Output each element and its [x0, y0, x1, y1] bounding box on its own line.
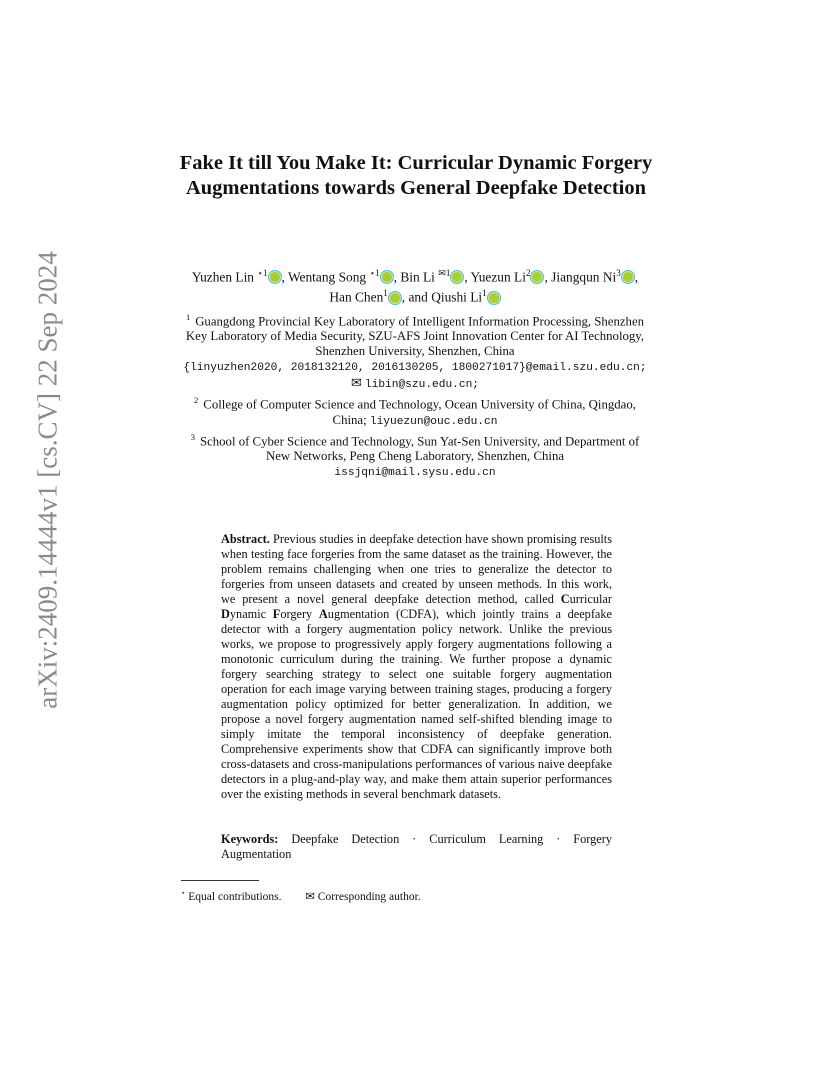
- affiliation-number: 1: [185, 312, 191, 322]
- affiliation-text: School of Cyber Science and Technology, Sun Yat-Sen University, and Department of New Networks, Peng Cheng Laboratory, Shenzhen, China: [199, 433, 640, 463]
- footnote-equal: Equal contributions.: [188, 890, 282, 903]
- orcid-icon[interactable]: [451, 271, 463, 283]
- affiliation-number: 3: [190, 431, 195, 442]
- affiliation-text: Guangdong Provincial Key Laboratory of Intelligent Information Processing, Shenzhen Key Laboratory of Media Security, SZU-AFS Joint Innovation Center for AI Technology, Shenzhen University, Shenzhen, China: [185, 314, 645, 359]
- affiliation-text: College of Computer Science and Technology, Ocean University of China, Qingdao, China;: [203, 397, 636, 427]
- arxiv-stamp-text: arXiv:2409.14444v1 [cs.CV] 22 Sep 2024: [32, 251, 63, 709]
- envelope-icon: ✉: [350, 376, 362, 391]
- abstract-initial-f: F: [272, 607, 281, 621]
- affiliation-emails: {linyuzhen2020, 2018132120, 2016130205, 1800271017}@email.szu.edu.cn;: [183, 362, 647, 375]
- author-name: Han Chen: [329, 289, 384, 305]
- keywords-label: Keywords:: [221, 832, 279, 846]
- abstract: [221, 532, 612, 802]
- abstract-text: Previous studies in deepfake detection have shown promising results when testing face forgeries from the same dataset as the training. However, the problem remains challenging when one tries to generalize the detector to forgeries from unseen datasets and created by unseen methods. In this work, we present a novel general deepfake detection method, called: [221, 532, 612, 606]
- abstract-text: ugmentation (CDFA), which jointly trains a deepfake detector with a forgery augmentation policy network. Unlike the previous works, we propose to progressively apply forgery augmentations following a monotonic curriculum during the training. We further propose a dynamic forgery searching strategy to select one suitable forgery augmentation operation for each image varying between training stages, producing a forgery augmentation policy optimized for better generalization. In addition, we propose a novel forgery augmentation named self-shifted blending image to simply imitate the temporal inconsistency of deepfake generation. Comprehensive experiments show that CDFA can significantly improve both cross-datasets and cross-manipulations performances of various naive deepfake detectors in a plug-and-play way, and make them attain superior performances over the existing methods in several benchmark datasets.: [221, 607, 612, 801]
- author-mark: ⋆1: [369, 268, 380, 278]
- abstract-text: ynamic: [229, 607, 273, 621]
- orcid-icon[interactable]: [488, 292, 500, 304]
- abstract-label: Abstract.: [221, 532, 270, 546]
- affiliations: [180, 310, 650, 481]
- abstract-text: urricular: [569, 592, 612, 606]
- author-name: Jiangqun Ni: [551, 269, 617, 285]
- paper-title: Fake It till You Make It: Curricular Dynamic Forgery Augmentations towards General Deepfake Detection: [179, 152, 653, 199]
- orcid-icon[interactable]: [389, 292, 401, 304]
- footnotes: [181, 886, 581, 904]
- abstract-initial-a: A: [318, 607, 328, 621]
- keywords: [221, 832, 612, 862]
- orcid-icon[interactable]: [622, 271, 634, 283]
- footnote-corresponding: Corresponding author.: [317, 890, 421, 903]
- orcid-icon[interactable]: [531, 271, 543, 283]
- author-mark: ✉1: [438, 268, 451, 278]
- affiliation-number: 2: [194, 395, 199, 406]
- author-name: Yuzhen Lin: [191, 269, 254, 285]
- author-mark: 1: [383, 288, 388, 299]
- star-mark: ⋆: [181, 889, 186, 897]
- abstract-text: orgery: [280, 607, 319, 621]
- author-mark: 3: [616, 268, 621, 278]
- author-name: Bin Li: [400, 269, 435, 285]
- author-name: Wentang Song: [287, 269, 367, 285]
- author-mark: 2: [525, 268, 531, 278]
- author-mark: ⋆1: [257, 268, 268, 278]
- author-name: Qiushi Li: [431, 289, 483, 305]
- affiliation-3: [180, 430, 650, 481]
- abstract-initial-c: C: [560, 592, 570, 606]
- author-name: Yuezun Li: [470, 269, 526, 285]
- corresponding-email: libin@szu.edu.cn;: [364, 379, 480, 392]
- affiliation-2: [180, 393, 650, 429]
- abstract-initial-d: D: [221, 607, 230, 621]
- author-list: Yuzhen Lin $^{⋆1}$ , Wentang Song $^{⋆1}$ , Bin Li $^{✉1}$ , Yuezun Li$^2$ , Jiangqun Ni$^3$ , Han Chen$^1$ , and Qiushi Li$^1$: [191, 268, 639, 305]
- affiliation-email: issjqni@mail.sysu.edu.cn: [334, 466, 496, 479]
- orcid-icon[interactable]: [269, 271, 281, 283]
- envelope-icon: ✉: [305, 890, 315, 903]
- author-and: and: [408, 289, 428, 305]
- footnote-divider: [181, 880, 259, 881]
- keywords-text: Deepfake Detection · Curriculum Learning · Forgery Augmentation: [221, 832, 613, 861]
- affiliation-1: [180, 310, 650, 393]
- orcid-icon[interactable]: [381, 271, 393, 283]
- author-mark: 1: [482, 288, 487, 299]
- affiliation-email: liyuezun@ouc.edu.cn: [369, 415, 498, 428]
